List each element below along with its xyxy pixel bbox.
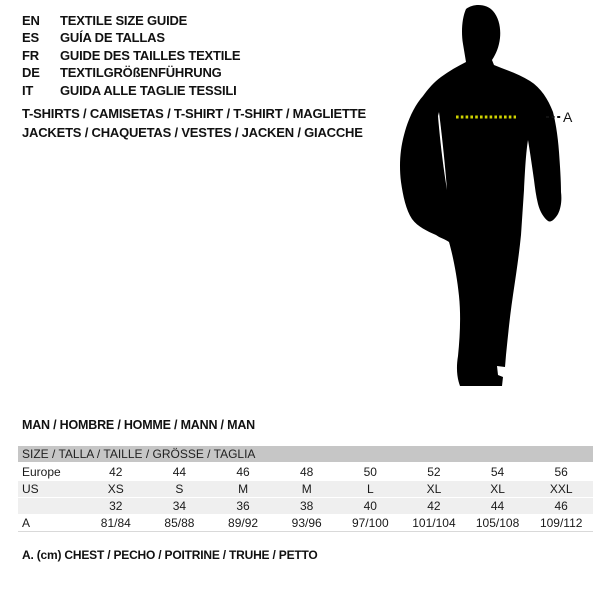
table-row-us-numeric bbox=[18, 498, 593, 514]
table-cell: XS bbox=[107, 482, 124, 496]
language-row bbox=[22, 64, 240, 81]
table-row-chest-cm bbox=[18, 515, 593, 532]
table-cell: 109/112 bbox=[539, 516, 583, 530]
table-cell: 56 bbox=[554, 465, 568, 479]
footnote-chest-measure: A. (cm) CHEST / PECHO / POITRINE / TRUHE / PETTO bbox=[22, 548, 318, 562]
table-cell: 50 bbox=[363, 465, 377, 479]
language-title: GUIDA ALLE TAGLIE TESSILI bbox=[60, 82, 237, 98]
row-label bbox=[18, 498, 84, 514]
table-cell: 40 bbox=[363, 499, 377, 513]
product-line-tshirts: T-SHIRTS / CAMISETAS / T-SHIRT / T-SHIRT / MAGLIETTE bbox=[22, 106, 366, 121]
size-table-header: SIZE / TALLA / TAILLE / GRÖSSE / TAGLIA bbox=[18, 446, 593, 462]
table-cell: 34 bbox=[172, 499, 187, 513]
section-title-man: MAN / HOMBRE / HOMME / MANN / MAN bbox=[22, 418, 255, 432]
language-row bbox=[22, 82, 240, 99]
size-table bbox=[18, 446, 593, 533]
man-silhouette-shape bbox=[400, 5, 561, 386]
table-cell: 46 bbox=[236, 465, 250, 479]
table-cell: L bbox=[366, 482, 374, 496]
table-cell: 85/88 bbox=[164, 516, 195, 530]
language-code: ES bbox=[22, 30, 39, 46]
table-cell: 38 bbox=[300, 499, 314, 513]
table-cell: XL bbox=[490, 482, 505, 496]
language-list bbox=[22, 12, 240, 99]
table-cell: 42 bbox=[109, 465, 123, 479]
table-row-us bbox=[18, 481, 593, 497]
table-cell: 46 bbox=[554, 499, 568, 513]
language-title: TEXTILE SIZE GUIDE bbox=[60, 13, 188, 28]
product-types bbox=[22, 104, 366, 142]
row-label: US bbox=[22, 482, 39, 496]
language-code: IT bbox=[22, 82, 34, 98]
language-title: TEXTILGRÖßENFÜHRUNG bbox=[60, 65, 222, 81]
table-cell: M bbox=[238, 482, 249, 496]
row-label: A bbox=[22, 516, 31, 530]
table-cell: M bbox=[301, 482, 312, 496]
language-row bbox=[22, 47, 240, 64]
language-code: EN bbox=[22, 13, 40, 28]
language-row bbox=[22, 12, 240, 29]
table-cell: 52 bbox=[427, 465, 441, 479]
table-cell: 44 bbox=[172, 465, 187, 479]
table-row-europe bbox=[18, 464, 593, 480]
language-row bbox=[22, 29, 240, 46]
table-cell: XL bbox=[426, 482, 442, 496]
language-title: GUIDE DES TAILLES TEXTILE bbox=[60, 47, 241, 63]
table-cell: 32 bbox=[109, 499, 123, 513]
table-cell: 89/92 bbox=[228, 516, 259, 530]
language-title: GUÍA DE TALLAS bbox=[60, 30, 165, 46]
table-cell: XXL bbox=[549, 482, 573, 496]
product-line-jackets: JACKETS / CHAQUETAS / VESTES / JACKEN / GIACCHE bbox=[22, 125, 363, 140]
table-cell: 105/108 bbox=[475, 516, 520, 530]
table-cell: 36 bbox=[236, 499, 250, 513]
table-cell: 101/104 bbox=[412, 516, 456, 530]
table-cell: 48 bbox=[300, 465, 314, 479]
table-cell: 81/84 bbox=[100, 516, 131, 530]
row-label: Europe bbox=[22, 465, 61, 479]
language-code: DE bbox=[22, 65, 40, 81]
table-cell: 54 bbox=[490, 465, 505, 479]
measure-label-a: A bbox=[563, 109, 573, 125]
table-cell: 42 bbox=[427, 499, 441, 513]
man-silhouette bbox=[395, 0, 580, 400]
table-cell: 97/100 bbox=[351, 516, 389, 530]
table-cell: 93/96 bbox=[291, 516, 322, 530]
language-code: FR bbox=[22, 47, 39, 63]
table-cell: S bbox=[175, 482, 184, 496]
table-cell: 44 bbox=[490, 499, 505, 513]
